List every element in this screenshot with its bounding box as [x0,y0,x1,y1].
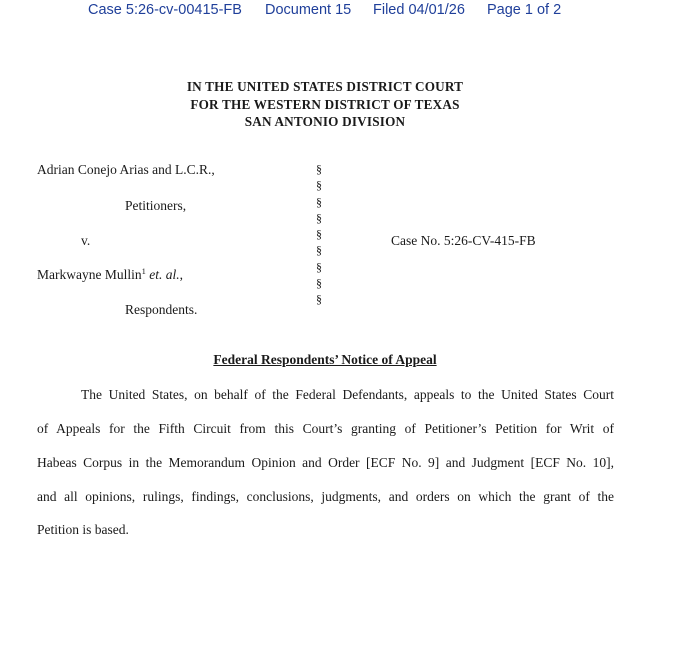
section-symbol: § [316,194,322,209]
respondent-name-text: Markwayne Mullin [37,267,142,282]
footnote-marker: 1 [141,266,146,276]
section-symbol: § [316,276,322,291]
versus-label: v. [81,233,91,248]
notice-body-line: of Appeals for the Fifth Circuit from this Court’s granting of Petitioner’s Petition for Writ of [37,421,614,436]
notice-body-line: and all opinions, rulings, findings, conclusions, judgments, and orders on which the grant of the [37,489,614,504]
court-heading-line-1: IN THE UNITED STATES DISTRICT COURT [186,79,464,94]
court-heading [0,78,650,131]
section-symbol: § [316,292,322,307]
section-symbol: § [316,259,322,274]
section-symbol-column [314,161,324,308]
notice-body-line: Petition is based. [37,522,129,537]
respondent-et-al: et. al. [149,267,180,282]
section-symbol: § [316,162,322,176]
petitioners-label: Petitioners, [125,198,187,213]
section-symbol: § [316,178,322,193]
court-heading-line-2: FOR THE WESTERN DISTRICT OF TEXAS [190,96,460,112]
notice-body-line: The United States, on behalf of the Federal Defendants, appeals to the United States Court [81,387,614,402]
ecf-filed-date: Filed 04/01/26 [373,2,465,18]
ecf-page-count: Page 1 of 2 [487,2,562,18]
ecf-document-number: Document 15 [265,2,352,18]
notice-body-line: Habeas Corpus in the Memorandum Opinion and Order [ECF No. 9] and Judgment [ECF No. 10], [37,455,614,470]
court-heading-line-3: SAN ANTONIO DIVISION [244,114,406,129]
ecf-case-number: Case 5:26-cv-00415-FB [88,2,242,18]
section-symbol: § [316,243,322,258]
respondent-comma: , [179,267,183,282]
petitioner-names: Adrian Conejo Arias and L.C.R., [37,162,215,177]
respondents-label: Respondents. [125,302,198,317]
case-number: Case No. 5:26-CV-415-FB [391,233,536,248]
ecf-filing-header [0,2,686,22]
notice-title: Federal Respondents’ Notice of Appeal [213,352,437,367]
respondent-name [37,267,183,283]
section-symbol: § [316,210,322,225]
section-symbol: § [316,227,322,242]
